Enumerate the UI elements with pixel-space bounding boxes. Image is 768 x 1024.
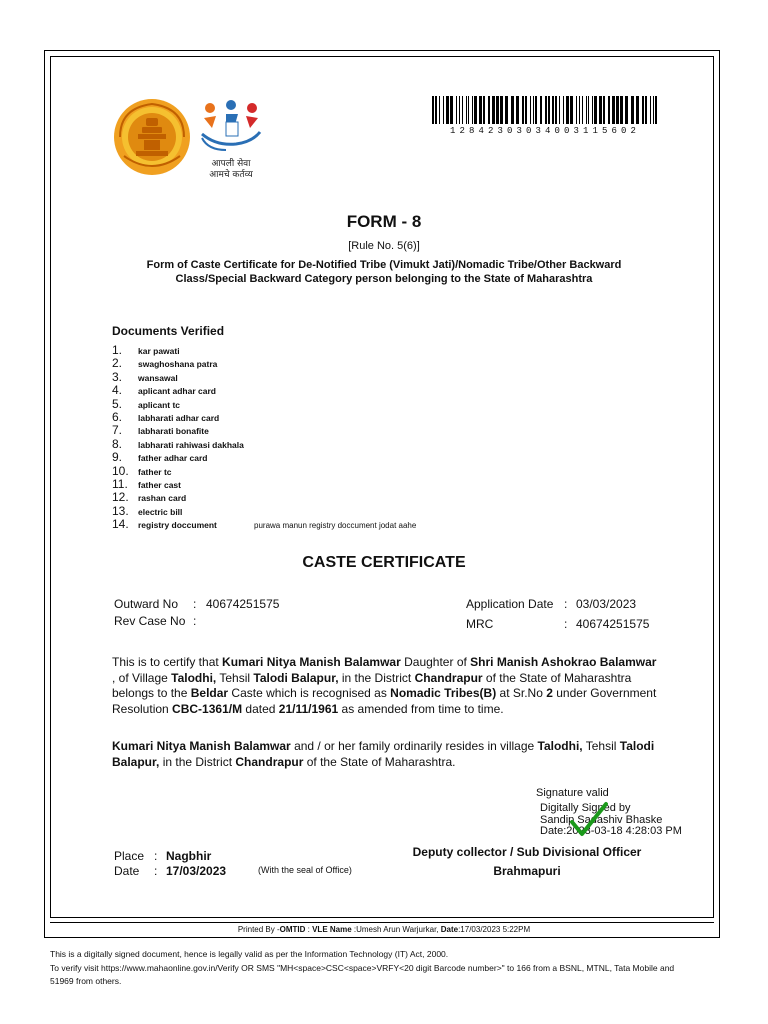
applicant-name: Kumari Nitya Manish Balamwar: [112, 739, 291, 753]
documents-heading: Documents Verified: [112, 324, 225, 338]
barcode-bar: [579, 96, 580, 124]
barcode-bar: [533, 96, 534, 124]
outward-colon: :: [193, 597, 197, 611]
signature-line-2: Sandip Sadashiv Bhaske: [540, 813, 663, 826]
print-date-label: Date: [440, 925, 459, 934]
document-name: father tc: [138, 466, 172, 477]
para1-text: Tehsil: [216, 670, 254, 685]
para1-text: , of Village: [112, 670, 172, 685]
para1-text: under Government Resolution: [112, 686, 657, 716]
document-list-item: [112, 518, 632, 531]
document-number: 5.: [112, 396, 123, 411]
document-number: 14.: [112, 517, 129, 532]
barcode-number: 12842303034003115602: [449, 126, 641, 136]
applicant-name: Kumari Nitya Manish Balamwar: [222, 655, 401, 669]
application-date-value: 03/03/2023: [576, 597, 637, 611]
document-list-item: [112, 478, 632, 491]
document-name: father cast: [138, 479, 181, 490]
barcode-bar: [650, 96, 651, 124]
document-number: 7.: [112, 423, 123, 438]
barcode-bar: [588, 96, 589, 124]
barcode-bar: [616, 96, 619, 124]
document-name: labharati rahiwasi dakhala: [138, 439, 244, 450]
barcode: [432, 96, 658, 124]
residence-paragraph: [112, 739, 660, 770]
caste-category: Nomadic Tribes(B): [390, 686, 497, 700]
date-colon: :: [154, 864, 158, 878]
barcode-bar: [488, 96, 490, 124]
signature-valid-label: Signature valid: [536, 787, 609, 799]
barcode-bar: [555, 96, 557, 124]
barcode-bar: [468, 96, 469, 124]
serial-number: 2: [546, 686, 553, 700]
state-emblem-icon: [106, 96, 198, 178]
barcode-bar: [462, 96, 463, 124]
document-name: registry doccument: [138, 520, 217, 531]
barcode-bar: [548, 96, 550, 124]
document-name: labharati adhar card: [138, 412, 220, 423]
district-name: Chandrapur: [414, 670, 483, 685]
place-label: Place: [114, 849, 145, 863]
document-list-item: [112, 398, 632, 411]
barcode-bar: [505, 96, 508, 124]
barcode-bar: [496, 96, 499, 124]
place-value: Nagbhir: [166, 849, 212, 863]
form-title: FORM - 8: [346, 212, 422, 231]
document-number: 4.: [112, 383, 123, 398]
document-number: 11.: [112, 476, 128, 491]
para1-text: This is to certify that: [112, 655, 223, 669]
documents-list: [112, 344, 632, 531]
verification-footer: [50, 948, 730, 989]
barcode-bar: [570, 96, 573, 124]
checkmark-icon: [568, 800, 608, 840]
rev-case-label: Rev Case No: [114, 614, 186, 628]
para2-text: in the District: [159, 754, 236, 769]
resolution-date: 21/11/1961: [278, 701, 339, 716]
barcode-bar: [592, 96, 593, 124]
barcode-bar: [576, 96, 577, 124]
barcode-bar: [545, 96, 547, 124]
form-description: [100, 258, 668, 286]
barcode-bar: [479, 96, 482, 124]
barcode-bar: [500, 96, 503, 124]
document-name: labharati bonafite: [138, 426, 209, 437]
form-description-line-1: Form of Caste Certificate for De-Notified Tribe (Vimukt Jati)/Nomadic Tribe/Other Backward: [146, 259, 622, 271]
barcode-bar: [653, 96, 654, 124]
officer-title: Deputy collector / Sub Divisional Officer: [412, 845, 642, 859]
barcode-bar: [439, 96, 440, 124]
document-list-item: [112, 344, 632, 357]
officer-location: Brahmapuri: [493, 864, 561, 878]
document-name: aplicant adhar card: [138, 386, 216, 397]
document-number: 10.: [112, 463, 129, 478]
village-name: Talodhi,: [171, 670, 217, 685]
tehsil-name: Talodi Balapur,: [112, 739, 655, 769]
barcode-bar: [563, 96, 564, 124]
digital-signature-info: [540, 803, 682, 838]
barcode-bar: [472, 96, 473, 124]
document-name: father adhar card: [138, 453, 208, 464]
barcode-bar: [459, 96, 460, 124]
barcode-bar: [612, 96, 615, 124]
signature-line-1: Digitally Signed by: [540, 802, 631, 814]
barcode-bar: [540, 96, 542, 124]
barcode-bar: [446, 96, 449, 124]
document-list-item: [112, 424, 632, 437]
barcode-bar: [443, 96, 444, 124]
footer-line-3: 51969 from others.: [50, 976, 122, 986]
print-date-value: :17/03/2023 5:22PM: [458, 925, 531, 934]
barcode-bar: [566, 96, 569, 124]
barcode-bar: [474, 96, 477, 124]
barcode-bar: [620, 96, 623, 124]
para1-text: at Sr.No: [496, 686, 547, 700]
date-label: Date: [114, 864, 140, 878]
seal-note: (With the seal of Office): [258, 865, 352, 875]
certification-paragraph: [112, 655, 660, 717]
barcode-bar: [435, 96, 437, 124]
place-colon: :: [154, 849, 158, 863]
barcode-bar: [645, 96, 647, 124]
printed-by-text: :: [305, 925, 313, 934]
logo-tagline-1: आपली सेवा: [211, 159, 251, 169]
outward-label: Outward No: [114, 597, 179, 611]
document-list-item: [112, 371, 632, 384]
form-description-line-2: Class/Special Backward Category person belonging to the State of Maharashtra: [175, 273, 593, 285]
para1-text: Caste which is recognised as: [228, 686, 391, 700]
barcode-bar: [552, 96, 554, 124]
barcode-bar: [559, 96, 560, 124]
document-number: 8.: [112, 436, 123, 451]
barcode-bar: [586, 96, 587, 124]
document-number: 6.: [112, 409, 123, 424]
barcode-bar: [522, 96, 524, 124]
document-number: 13.: [112, 503, 129, 518]
application-date-label: Application Date: [466, 597, 554, 611]
barcode-bar: [608, 96, 610, 124]
footer-line-1: This is a digitally signed document, hence is legally valid as per the Information Technology (IT) Act, 2000.: [50, 949, 449, 959]
document-list-item: [112, 411, 632, 424]
certificate-title: CASTE CERTIFICATE: [302, 554, 466, 571]
para1-text: in the District: [338, 670, 415, 685]
vle-label: VLE Name: [312, 925, 352, 934]
document-list-item: [112, 491, 632, 504]
para1-text: as amended from time to time.: [338, 701, 504, 716]
omtid-label: OMTID: [279, 925, 306, 934]
document-name: electric bill: [138, 506, 183, 517]
document-list-item: [112, 384, 632, 397]
footer-line-2: To verify visit https://www.mahaonline.gov.in/Verify OR SMS "MH<space>CSC<space>VRFY<20 digit Barcode number>" to 166 from a BSNL, MTNL, Tata Mobile and: [50, 962, 675, 973]
document-name: kar pawati: [138, 346, 180, 356]
barcode-bar: [525, 96, 527, 124]
document-name: swaghoshana patra: [138, 359, 218, 370]
barcode-bar: [530, 96, 531, 124]
mrc-colon: :: [564, 617, 568, 631]
para1-text: dated: [242, 701, 279, 716]
document-number: 2.: [112, 356, 123, 371]
document-number: 12.: [112, 490, 129, 505]
document-number: 9.: [112, 450, 123, 465]
mrc-value: 40674251575: [576, 617, 650, 631]
document-list-item: [112, 357, 632, 370]
barcode-bar: [655, 96, 657, 124]
para2-text: and / or her family ordinarily resides in village: [290, 739, 538, 753]
signature-line-3: Date:2023-03-18 4:28:03 PM: [540, 825, 682, 837]
document-number: 3.: [112, 369, 123, 384]
barcode-bar: [582, 96, 583, 124]
barcode-bar: [603, 96, 605, 124]
barcode-bar: [492, 96, 495, 124]
para2-text: Tehsil: [582, 739, 620, 753]
barcode-bar: [516, 96, 519, 124]
logo-tagline-2: आमचे कर्तव्य: [209, 170, 253, 180]
printed-by-text: :Umesh Arun Warjurkar,: [351, 925, 441, 934]
outward-value: 40674251575: [206, 597, 280, 611]
barcode-bar: [466, 96, 467, 124]
para1-text: of the State of Maharashtra belongs to the: [112, 670, 632, 700]
village-name: Talodhi,: [537, 739, 583, 753]
father-name: Shri Manish Ashokrao Balamwar: [470, 655, 657, 669]
caste-name: Beldar: [190, 686, 229, 700]
barcode-bar: [642, 96, 644, 124]
printed-by-text: Printed By -: [237, 925, 280, 934]
document-list-item: [112, 505, 632, 518]
barcode-bar: [483, 96, 485, 124]
resolution-number: CBC-1361/M: [172, 701, 243, 716]
tehsil-name: Talodi Balapur,: [253, 670, 339, 685]
aapli-seva-logo: [196, 98, 266, 180]
printed-by-line: [0, 925, 768, 934]
barcode-bar: [535, 96, 537, 124]
document-name: aplicant tc: [138, 399, 181, 410]
document-list-item: [112, 465, 632, 478]
document-name: wansawal: [138, 372, 178, 383]
rev-case-colon: :: [193, 614, 197, 628]
document-number: 1.: [112, 343, 123, 357]
barcode-bar: [599, 96, 602, 124]
rule-number: [Rule No. 5(6)]: [348, 240, 420, 252]
barcode-bar: [594, 96, 597, 124]
barcode-bar: [450, 96, 453, 124]
barcode-bar: [625, 96, 628, 124]
document-list-item: [112, 438, 632, 451]
mrc-label: MRC: [466, 617, 494, 631]
date-value: 17/03/2023: [166, 864, 227, 878]
divider: [50, 922, 714, 923]
application-date-colon: :: [564, 597, 568, 611]
document-name: rashan card: [138, 493, 187, 504]
document-list-item: [112, 451, 632, 464]
helping-hand-icon: [196, 98, 266, 154]
document-remark: purawa manun registry doccument jodat aahe: [254, 521, 417, 531]
barcode-bar: [511, 96, 514, 124]
barcode-bar: [456, 96, 457, 124]
district-name: Chandrapur: [235, 754, 304, 769]
barcode-bar: [432, 96, 434, 124]
barcode-bar: [636, 96, 639, 124]
para1-text: Daughter of: [400, 655, 471, 669]
para2-text: of the State of Maharashtra.: [303, 754, 456, 769]
barcode-bar: [631, 96, 634, 124]
